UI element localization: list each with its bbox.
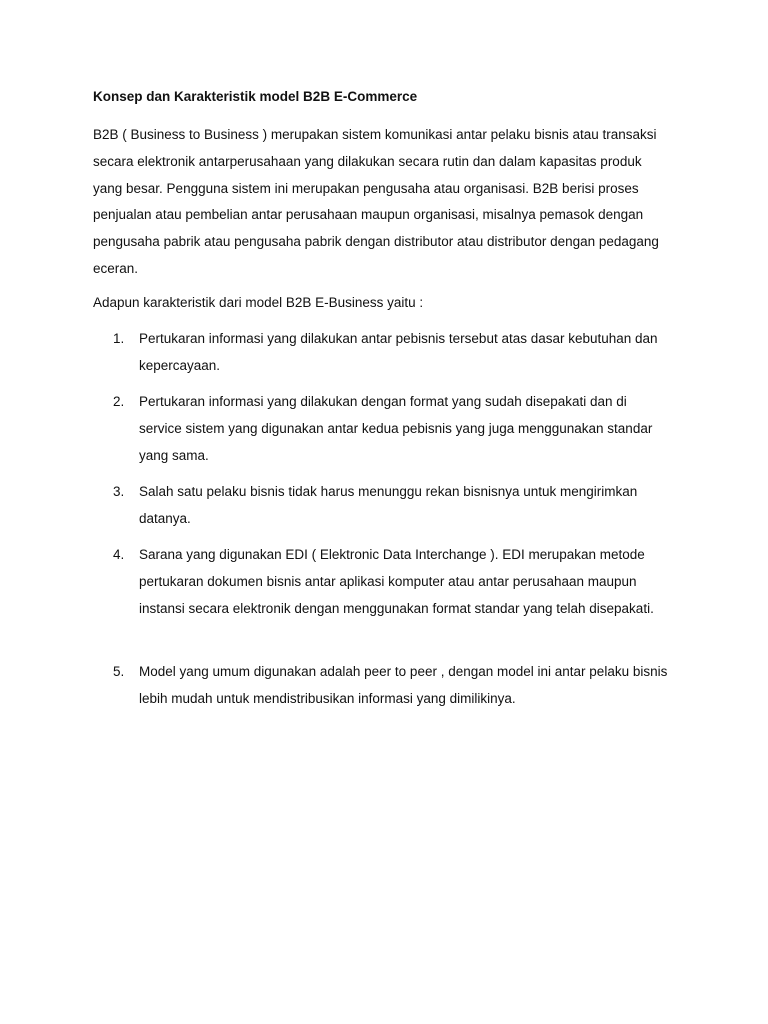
list-item-text: Sarana yang digunakan EDI ( Elektronic Data Interchange ). EDI merupakan metode pertukaran dokumen bisnis antar aplikasi komputer atau antar perusahaan maupun instansi secara elektronik dengan menggunakan format standar yang telah disepakati. (139, 547, 654, 616)
list-item-number: 2. (113, 394, 125, 409)
characteristics-intro: Adapun karakteristik dari model B2B E-Business yaitu : (93, 295, 424, 310)
list-item-number: 3. (113, 484, 125, 499)
list-item-number: 4. (113, 547, 125, 562)
document-title: Konsep dan Karakteristik model B2B E-Commerce (93, 89, 418, 104)
intro-paragraph: B2B ( Business to Business ) merupakan sistem komunikasi antar pelaku bisnis atau transaksi secara elektronik antarperusahaan yang dilakukan secara rutin dan dalam kapasitas produk yang besar. Pengguna sistem ini merupakan pengusaha atau organisasi. B2B berisi proses penjualan atau pembelian antar perusahaan maupun organisasi, misalnya pemasok dengan pengusaha pabrik atau pengusaha pabrik dengan distributor atau distributor dengan pedagang eceran. (93, 127, 659, 276)
list-item-text: Model yang umum digunakan adalah peer to peer , dengan model ini antar pelaku bisnis lebih mudah untuk mendistribusikan informasi yang dimilikinya. (139, 664, 668, 706)
list-item-number: 5. (113, 664, 125, 679)
list-item-text: Pertukaran informasi yang dilakukan dengan format yang sudah disepakati dan di service sistem yang digunakan antar kedua pebisnis yang juga menggunakan standar yang sama. (139, 394, 653, 463)
list-item-text: Salah satu pelaku bisnis tidak harus menunggu rekan bisnisnya untuk mengirimkan datanya. (139, 484, 638, 526)
list-item-number: 1. (113, 331, 125, 346)
list-item-text: Pertukaran informasi yang dilakukan antar pebisnis tersebut atas dasar kebutuhan dan kepercayaan. (139, 331, 658, 373)
